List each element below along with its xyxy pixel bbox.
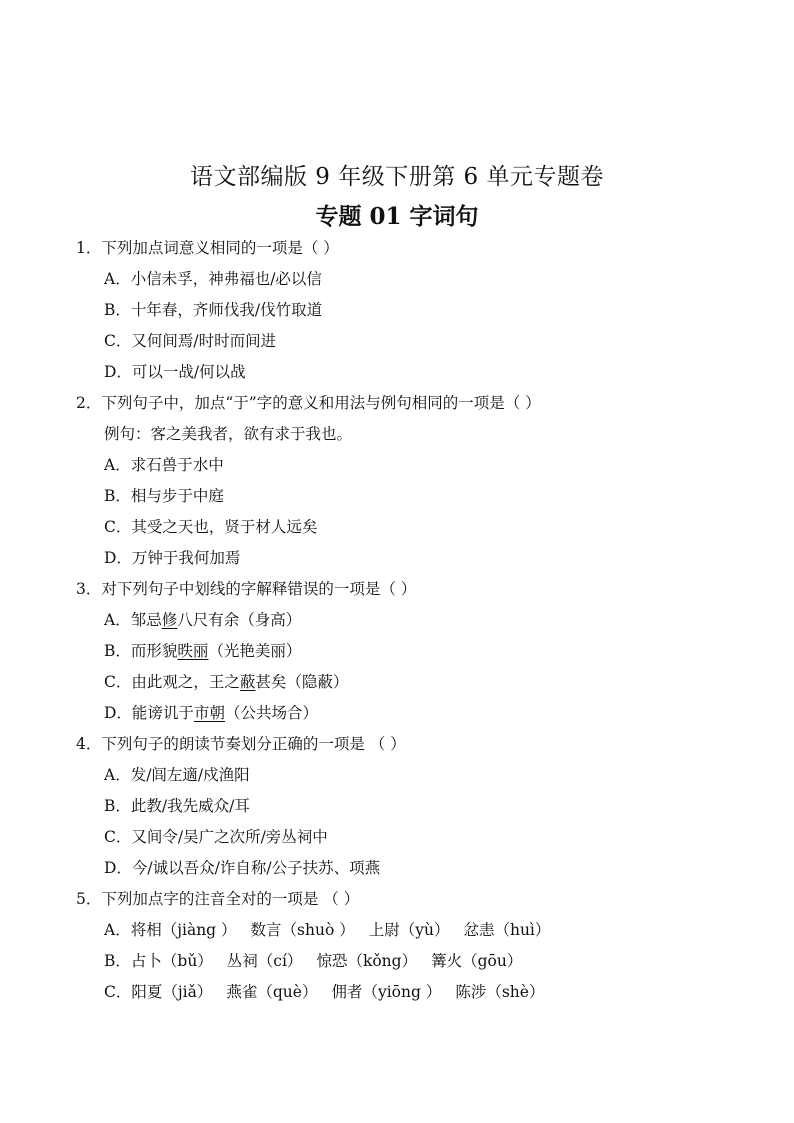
question-4-option-b: B．此教/我先威众/耳 <box>104 797 250 815</box>
option-text: B．而形貌 <box>104 642 178 660</box>
question-3-stem: 3．对下列句子中划线的字解释错误的一项是（ ） <box>76 580 417 598</box>
option-item: 上尉（yù） <box>368 921 450 939</box>
question-2-option-c: C．其受之天也，贤于材人远矣 <box>104 518 318 536</box>
underlined-word: 修 <box>161 611 178 629</box>
question-2-option-d: D．万钟于我何加焉 <box>104 549 241 567</box>
option-text: A．邹忌 <box>104 611 162 629</box>
option-item: C．阳夏（jiǎ） <box>104 983 213 1001</box>
option-item: B．占卜（bǔ） <box>104 952 213 970</box>
document-title: 语文部编版 9 年级下册第 6 单元专题卷 <box>189 164 604 190</box>
question-5-option-a <box>104 919 550 941</box>
question-2-example: 例句：客之美我者，欲有求于我也。 <box>104 425 353 443</box>
question-5-stem: 5．下列加点字的注音全对的一项是 （ ） <box>76 890 360 908</box>
question-1-option-d: D．可以一战/何以战 <box>104 363 246 381</box>
question-2-option-a: A．求石兽于水中 <box>104 456 224 474</box>
question-2-stem: 2．下列句子中，加点“于”字的意义和用法与例句相同的一项是（ ） <box>76 394 541 412</box>
option-item: 忿恚（huì） <box>463 921 551 939</box>
document-subtitle: 专题 01 字词句 <box>315 203 479 230</box>
question-5-option-b <box>104 950 522 972</box>
option-item: 陈涉（shè） <box>455 983 545 1001</box>
question-4-option-d: D．今/诚以吾众/诈自称/公子扶苏、项燕 <box>104 859 381 877</box>
question-5-option-c <box>104 981 544 1003</box>
option-text: 甚矣（隐蔽） <box>255 673 349 691</box>
question-1-option-b: B．十年春，齐师伐我/伐竹取道 <box>104 301 323 319</box>
question-1-option-c: C．又何间焉/时时而间进 <box>104 332 277 350</box>
question-4-option-a: A．发/闾左適/戍渔阳 <box>104 766 250 784</box>
option-item: 丛祠（cí） <box>226 952 303 970</box>
option-text: D．能谤讥于 <box>104 704 194 722</box>
underlined-word: 蔽 <box>239 673 256 691</box>
underlined-word: 昳丽 <box>177 642 209 660</box>
question-2-option-b: B．相与步于中庭 <box>104 487 224 505</box>
question-3-option-b <box>104 640 301 662</box>
option-item: 燕雀（què） <box>226 983 318 1001</box>
question-4-stem: 4．下列句子的朗读节奏划分正确的一项是 （ ） <box>76 735 406 753</box>
option-item: 数言（shuò ） <box>250 921 355 939</box>
question-1-stem: 1．下列加点词意义相同的一项是（ ） <box>76 239 339 257</box>
question-3-option-d <box>104 702 318 724</box>
option-text: （公共场合） <box>224 704 318 722</box>
underlined-word: 市朝 <box>193 704 225 722</box>
question-1-option-a: A．小信未孚，神弗福也/必以信 <box>104 270 322 288</box>
option-item: 佣者（yiōng ） <box>331 983 442 1001</box>
option-text: （光艳美丽） <box>208 642 302 660</box>
question-3-option-a <box>104 609 301 631</box>
question-3-option-c <box>104 671 348 693</box>
option-item: A．将相（jiàng ） <box>104 921 237 939</box>
question-4-option-c: C．又间令/吴广之次所/旁丛祠中 <box>104 828 328 846</box>
option-text: C．由此观之，王之 <box>104 673 240 691</box>
option-text: 八尺有余（身高） <box>177 611 302 629</box>
option-item: 篝火（gōu） <box>431 952 523 970</box>
option-item: 惊恐（kǒng） <box>316 952 418 970</box>
